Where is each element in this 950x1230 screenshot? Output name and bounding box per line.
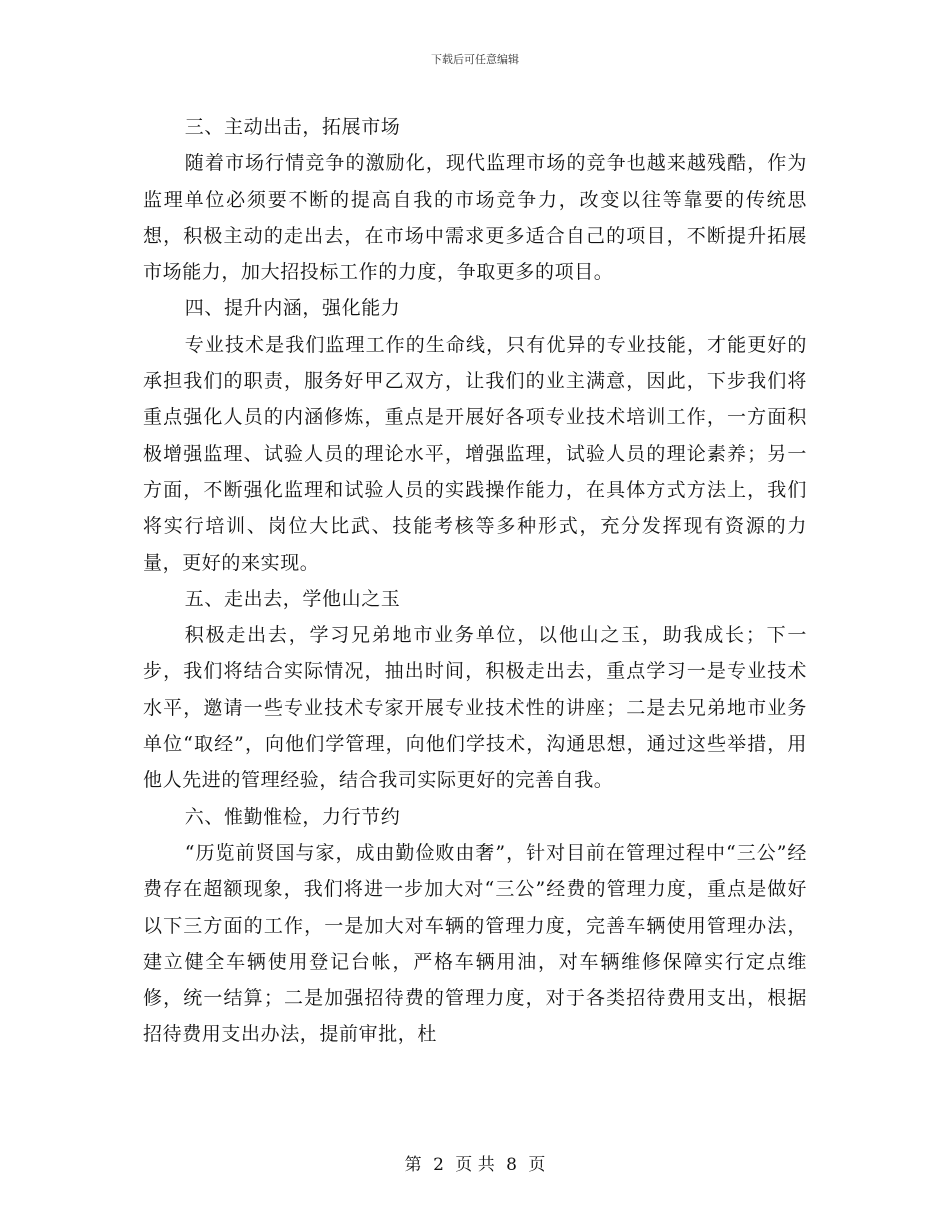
footer-page-number: 2 — [433, 1155, 444, 1175]
paragraph-learning: 积极走出去，学习兄弟地市业务单位，以他山之玉，助我成长；下一步，我们将结合实际情况，抽出时间，积极走出去，重点学习一是专业技术水平，邀请一些专业技术专家开展专业技术性的讲座；二是去兄弟地市业务单位“取经”，向他们学管理，向他们学技术，沟通思想，通过这些举措，用他人先进的管理经验，结合我司实际更好的完善自我。 — [143, 624, 807, 792]
footer-suffix: 页 — [528, 1155, 546, 1175]
section-heading-6: 六、惟勤惟检，力行节约 — [184, 805, 401, 828]
page-header-note: 下载后可任意编辑 — [431, 53, 519, 66]
section-heading-3: 三、主动出击，拓展市场 — [184, 116, 401, 138]
footer-prefix: 第 — [404, 1155, 422, 1175]
paragraph-capability: 专业技术是我们监理工作的生命线，只有优异的专业技能，才能更好的承担我们的职责，服务好甲乙双方，让我们的业主满意，因此，下步我们将重点强化人员的内涵修炼，重点是开展好各项专业技术培训工作，一方面积极增强监理、试验人员的理论水平，增强监理，试验人员的理论素养；另一方面，不断强化监理和试验人员的实践操作能力，在具体方式方法上，我们将实行培训、岗位大比武、技能考核等多种形式，充分发挥现有资源的力量，更好的来实现。 — [143, 333, 807, 574]
paragraph-frugality: “历览前贤国与家，成由勤俭败由奢”，针对目前在管理过程中“三公”经费存在超额现象，我们将进一步加大对“三公”经费的管理力度，重点是做好以下三方面的工作，一是加大对车辆的管理力度，完善车辆使用管理办法，建立健全车辆使用登记台帐，严格车辆用油，对车辆维修保障实行定点维修，统一结算；二是加强招待费的管理力度，对于各类招待费用支出，根据招待费用支出办法，提前审批，杜 — [143, 841, 807, 1046]
footer-total-pages: 8 — [506, 1155, 517, 1175]
page-footer — [0, 1154, 950, 1176]
paragraph-market: 随着市场行情竞争的激励化，现代监理市场的竞争也越来越残酷，作为监理单位必须要不断的提高自我的市场竞争力，改变以往等靠要的传统思想，积极主动的走出去，在市场中需求更多适合自己的项目，不断提升拓展市场能力，加大招投标工作的力度，争取更多的项目。 — [143, 152, 807, 284]
footer-middle: 页 共 — [455, 1155, 495, 1175]
section-heading-4: 四、提升内涵，强化能力 — [184, 297, 401, 320]
section-heading-5: 五、走出去，学他山之玉 — [184, 587, 401, 610]
document-body — [143, 109, 807, 1053]
